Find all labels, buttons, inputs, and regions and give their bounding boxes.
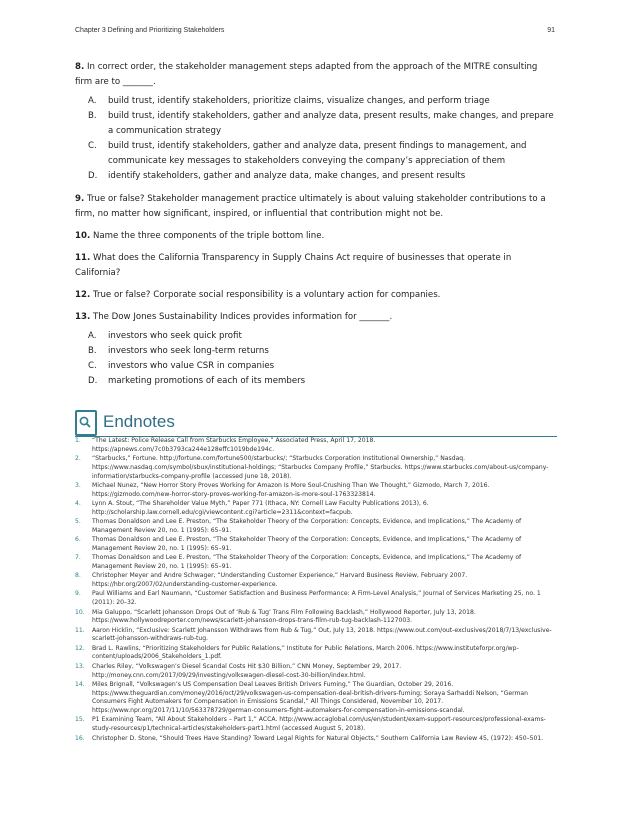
endnote-item xyxy=(75,590,557,607)
endnote-item xyxy=(75,500,557,517)
endnote-number: 14. xyxy=(75,680,85,688)
endnote-text: “Starbucks,” Fortune. http://fortune.com/fortune500/starbucks/; “Starbucks Corporation Institutional Ownership,” Nasdaq. https://www.nasdaq.com/symbol/sbux/institutional-holdings; “Starbucks Company Profile,” Starbucks. https://www.starbucks.com/about-us/company-information/starbucks-company-profile (accessed June 18, 2018). xyxy=(92,455,549,480)
question xyxy=(75,229,557,244)
endnote-item xyxy=(75,455,557,481)
endnote-number: 4. xyxy=(75,499,81,507)
answer-option xyxy=(75,139,557,169)
endnote-text: Paul Williams and Earl Naumann, “Customer Satisfaction and Business Performance: A Firm-Level Analysis,” Journal of Services Marketing 25, no. 1 (2011): 20–32. xyxy=(92,590,541,607)
option-text: build trust, identify stakeholders, prioritize claims, visualize changes, and perform triage xyxy=(108,96,490,106)
question xyxy=(75,288,557,303)
option-text: investors who seek quick profit xyxy=(108,331,242,341)
endnote-number: 9. xyxy=(75,590,81,598)
endnote-number: 13. xyxy=(75,662,85,670)
endnote-text: Michael Nunez, “New Horror Story Proves Working for Amazon Is More Soul-Crushing Than We Thought,” Gizmodo, March 7, 2016. https://gizmodo.com/new-horror-story-proves-working-for-amazon-is-more-soul-1763323814. xyxy=(92,481,490,498)
endnote-item xyxy=(75,536,557,553)
option-text: investors who seek long-term returns xyxy=(108,346,269,356)
answer-option xyxy=(75,329,557,344)
endnote-item xyxy=(75,554,557,571)
answer-options xyxy=(75,329,557,389)
option-letter: B. xyxy=(88,111,97,121)
endnote-item xyxy=(75,663,557,680)
review-questions xyxy=(75,60,557,397)
question xyxy=(75,60,557,90)
question-number: 10. xyxy=(75,231,91,241)
endnote-number: 10. xyxy=(75,608,85,616)
endnote-text: Christopher Meyer and Andre Schwager, “Understanding Customer Experience,” Harvard Business Review, February 2007. https://hbr.org/2007/02/understanding-customer-experience. xyxy=(92,572,468,589)
endnote-number: 2. xyxy=(75,455,81,463)
option-text: identify stakeholders, gather and analyze data, make changes, and present results xyxy=(108,171,466,181)
endnote-item xyxy=(75,572,557,589)
endnote-text: Mia Galuppo, “Scarlett Johansson Drops Out of ‘Rub & Tug’ Trans Film Following Backlash,” Hollywood Reporter, July 13, 2018. https://www.hollywoodreporter.com/news/scarlett-johansson-drops-trans-film-rub-tug-backlash-1127003. xyxy=(92,608,476,625)
answer-options xyxy=(75,94,557,184)
endnote-text: Thomas Donaldson and Lee E. Preston, “The Stakeholder Theory of the Corporation: Concepts, Evidence, and Implications,” The Academy of Management Review 20, no. 1 (1995): 65–91. xyxy=(92,518,522,534)
answer-option xyxy=(75,94,557,109)
endnote-text: Miles Brignall, “Volkswagen’s US Compensation Deal Leaves British Drivers Fuming,” The Guardian, October 29, 2016. https://www.theguardian.com/money/2016/oct/29/volkswagen-us-compensation-deal-british-drivers-fuming; Soraya Sarhaddi Nelson, “German Consumers Fight Automakers for Compensation in Emissions Scandal,” All Things Considered, November 10, 2017. https://www.npr.org/2017/11/10/563378729/german-consumers-fight-automakers-for-compensation-in-emissions-scandal. xyxy=(92,680,529,715)
endnote-text: Christopher D. Stone, “Should Trees Have Standing? Toward Legal Rights for Natural Objects,” Southern California Law Review 45, (1972): 450–501. xyxy=(92,734,544,742)
option-letter: A. xyxy=(88,331,97,341)
answer-option xyxy=(75,359,557,374)
endnote-item xyxy=(75,645,557,662)
endnote-item xyxy=(75,627,557,644)
endnote-number: 1. xyxy=(75,437,81,444)
endnote-number: 15. xyxy=(75,716,85,724)
option-letter: B. xyxy=(88,346,97,356)
option-letter: A. xyxy=(88,96,97,106)
page-number: 91 xyxy=(547,27,555,34)
endnotes-list xyxy=(75,437,557,744)
question-text: True or false? Stakeholder management practice ultimately is about valuing stakeholder contributions to a firm, no matter how significant, inspired, or influential that contribution might not be. xyxy=(75,194,546,219)
question-number: 8. xyxy=(75,62,85,72)
question-text: In correct order, the stakeholder management steps adapted from the approach of the MITRE consulting firm are to _______. xyxy=(75,62,538,87)
question-number: 11. xyxy=(75,253,91,263)
question xyxy=(75,251,557,281)
endnote-text: “The Latest: Police Release Call from Starbucks Employee,” Associated Press, April 17, 2018. https://apnews.com/7c0b3793ca244e128effc1019bde194c. xyxy=(92,437,376,453)
endnote-number: 6. xyxy=(75,536,81,544)
question xyxy=(75,310,557,325)
endnote-number: 5. xyxy=(75,518,81,526)
option-letter: C. xyxy=(88,361,97,371)
endnote-text: Thomas Donaldson and Lee E. Preston, “The Stakeholder Theory of the Corporation: Concepts, Evidence, and Implications,” The Academy of Management Review 20, no. 1 (1995): 65–91. xyxy=(92,554,522,570)
option-text: marketing promotions of each of its members xyxy=(108,376,306,386)
endnote-item xyxy=(75,482,557,499)
endnote-text: Lynn A. Stout, “The Shareholder Value Myth,” Paper 771 (Ithaca, NY: Cornell Law Faculty Publications 2013), 6. http://scholarship.law.cornell.edu/cgi/viewcontent.cgi?article=2311&context=facpub. xyxy=(92,499,429,516)
endnote-item xyxy=(75,609,557,626)
endnote-text: Thomas Donaldson and Lee E. Preston, “The Stakeholder Theory of the Corporation: Concepts, Evidence, and Implications,” The Academy of Management Review 20, no. 1 (1995): 65–91. xyxy=(92,536,522,552)
endnote-text: P1 Examining Team, “All About Stakeholders – Part 1,” ACCA. http://www.accaglobal.com/us/en/student/exam-support-resources/professional-exams-study-resources/p1/technical-articles/stakeholders-part1.html (accessed August 5, 2018). xyxy=(92,716,546,733)
endnotes-header xyxy=(75,410,557,438)
magnifier-icon xyxy=(75,410,97,436)
option-letter: D. xyxy=(88,376,98,386)
option-text: build trust, identify stakeholders, gather and analyze data, present results, make changes, and prepare a communication strategy xyxy=(108,111,554,136)
answer-option xyxy=(75,169,557,184)
endnote-item xyxy=(75,437,557,454)
question-text: The Dow Jones Sustainability Indices provides information for _______. xyxy=(92,312,393,322)
question-text: Name the three components of the triple bottom line. xyxy=(92,231,325,241)
answer-option xyxy=(75,344,557,359)
option-text: build trust, identify stakeholders, gather and analyze data, present findings to management, and communicate key messages to stakeholders conveying the company’s appreciation of them xyxy=(108,141,527,166)
endnote-item xyxy=(75,735,557,744)
question-text: True or false? Corporate social responsibility is a voluntary action for companies. xyxy=(92,290,441,300)
endnote-text: Aaron Hicklin, “Exclusive: Scarlett Johansson Withdraws from Rub & Tug,” Out, July 13, 2018. https://www.out.com/out-exclusives/2018/7/13/exclusive-scarlett-johansson-withdraws-rub-tug. xyxy=(92,626,552,643)
option-text: investors who value CSR in companies xyxy=(108,361,275,371)
question-number: 9. xyxy=(75,194,85,204)
endnotes-title: Endnotes xyxy=(103,412,175,431)
answer-option xyxy=(75,109,557,139)
chapter-title: Chapter 3 Defining and Prioritizing Stakeholders xyxy=(75,27,225,34)
answer-option xyxy=(75,374,557,389)
endnote-number: 7. xyxy=(75,554,81,562)
endnote-item xyxy=(75,681,557,716)
endnote-number: 8. xyxy=(75,572,81,580)
endnote-text: Charles Riley, “Volkswagen’s Diesel Scandal Costs Hit $30 Billion,” CNN Money, September 29, 2017. http://money.cnn.com/2017/09/29/investing/volkswagen-diesel-cost-30-billion/index.html. xyxy=(92,662,402,679)
question-number: 13. xyxy=(75,312,91,322)
option-letter: C. xyxy=(88,141,97,151)
endnote-number: 11. xyxy=(75,626,85,634)
question xyxy=(75,192,557,222)
endnote-item xyxy=(75,518,557,535)
endnote-number: 3. xyxy=(75,481,81,489)
option-letter: D. xyxy=(88,171,98,181)
question-text: What does the California Transparency in Supply Chains Act require of businesses that operate in California? xyxy=(75,253,512,278)
endnote-item xyxy=(75,716,557,733)
endnote-text: Brad L. Rawlins, “Prioritizing Stakeholders for Public Relations,” Institute for Public Relations, March 2006. https://www.instituteforpr.org/wp-content/uploads/2006_Stakeholders_1.pdf. xyxy=(92,644,519,661)
endnote-number: 16. xyxy=(75,734,85,742)
question-number: 12. xyxy=(75,290,91,300)
endnote-number: 12. xyxy=(75,644,85,652)
